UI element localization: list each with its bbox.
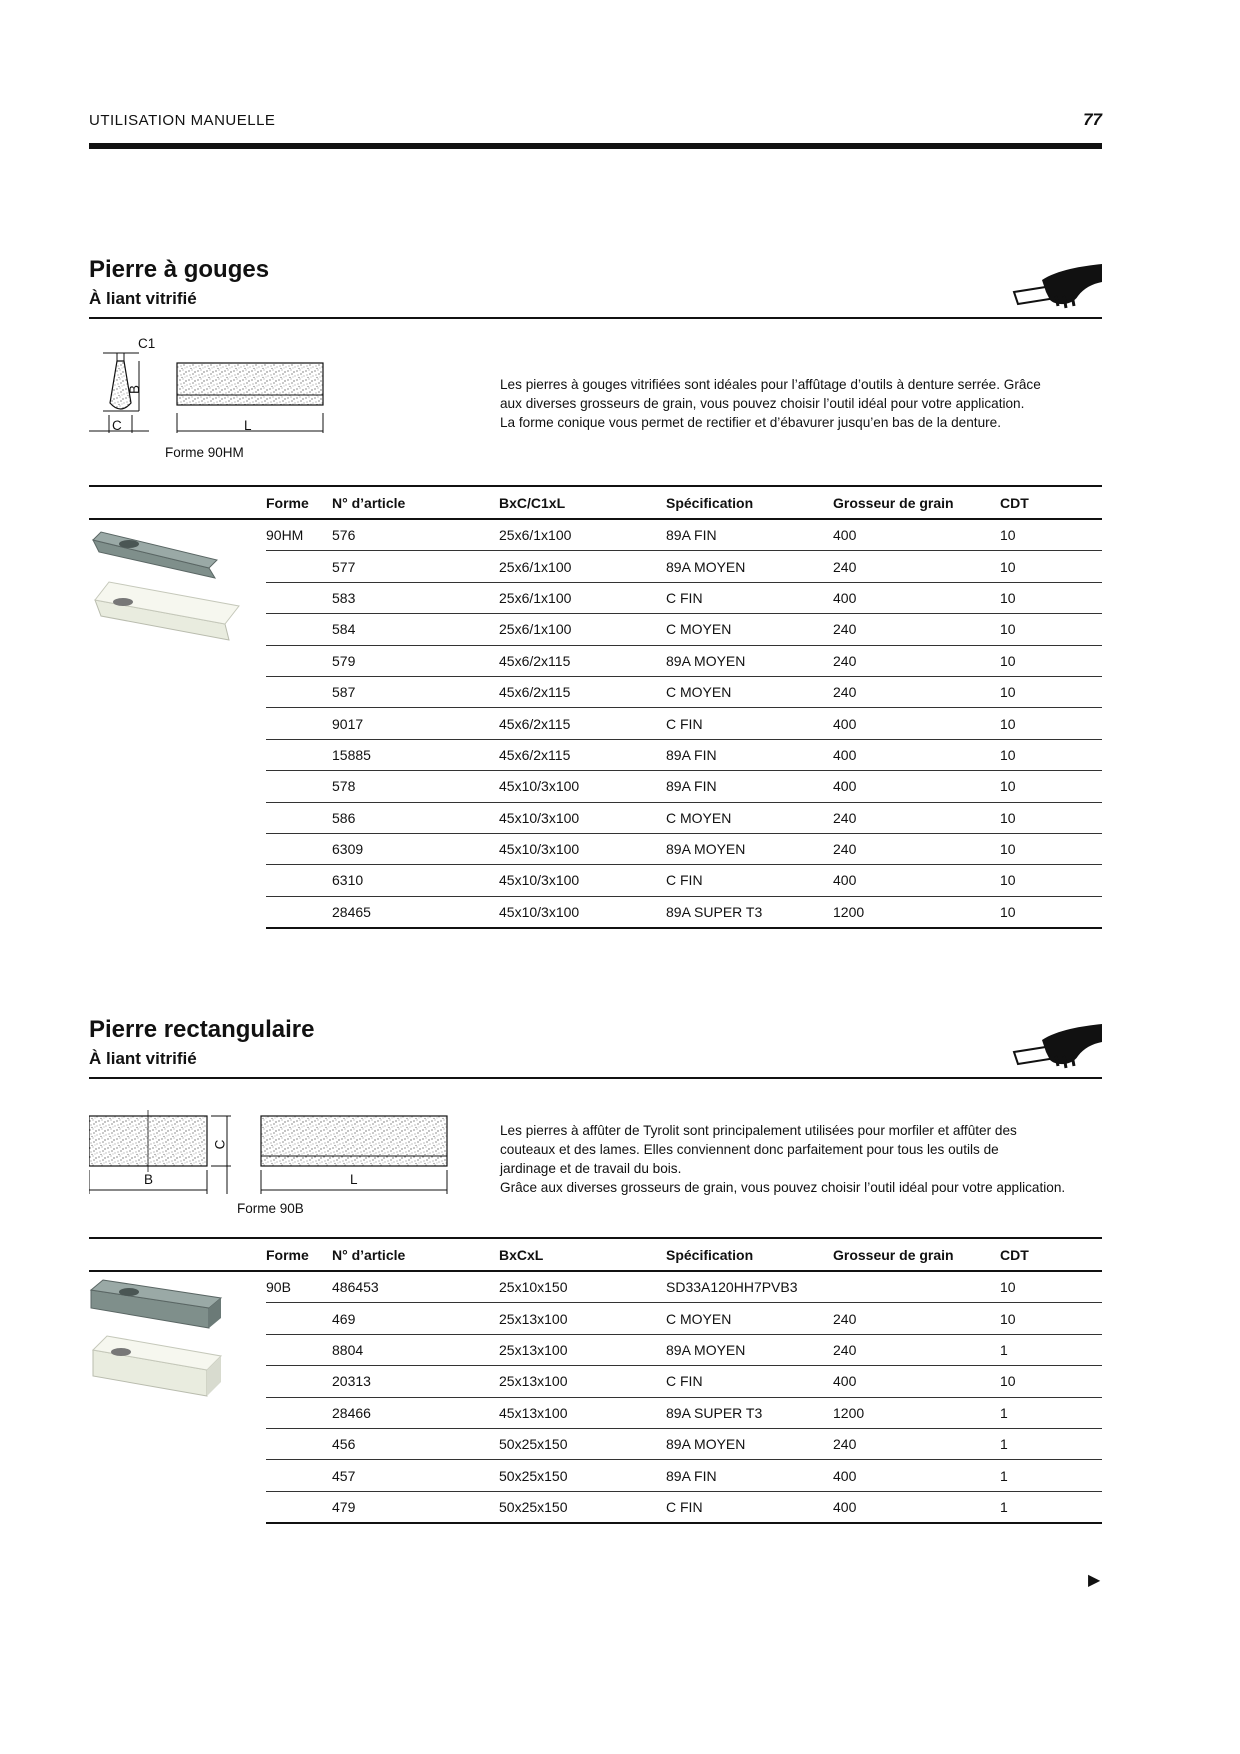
cell-cdt: 10: [1000, 739, 1102, 770]
cell-grain: 400: [833, 1460, 1000, 1491]
cell-cdt: 10: [1000, 833, 1102, 864]
col-header: CDT: [1000, 486, 1102, 519]
cell-grain: 1200: [833, 1397, 1000, 1428]
cell-article: 584: [332, 614, 499, 645]
cell-article: 583: [332, 582, 499, 613]
cell-forme: [266, 1397, 332, 1428]
table-row: [89, 1271, 1102, 1303]
cell-grain: 400: [833, 1491, 1000, 1523]
cell-specification: C MOYEN: [666, 1303, 833, 1334]
cell-cdt: 1: [1000, 1334, 1102, 1365]
cell-cdt: 10: [1000, 771, 1102, 802]
cell-specification: C FIN: [666, 865, 833, 896]
cell-cdt: 10: [1000, 645, 1102, 676]
cell-forme: [266, 1460, 332, 1491]
image-column-header: [89, 486, 266, 519]
cell-article: 579: [332, 645, 499, 676]
hand-holding-stone-icon: [1012, 262, 1104, 312]
cell-article: 6309: [332, 833, 499, 864]
description-line: Les pierres à affûter de Tyrolit sont principalement utilisées pour morfiler et affûter des: [500, 1123, 1017, 1138]
product-image-cell: [89, 1271, 266, 1523]
cell-specification: C FIN: [666, 582, 833, 613]
cell-cdt: 10: [1000, 551, 1102, 582]
section-rule: [89, 317, 1102, 319]
description-line: jardinage et de travail du bois.: [500, 1161, 682, 1176]
section-description: [500, 1121, 1100, 1197]
cell-specification: 89A FIN: [666, 771, 833, 802]
col-header: Spécification: [666, 1238, 833, 1271]
cell-cdt: 10: [1000, 519, 1102, 551]
col-header: Forme: [266, 1238, 332, 1271]
cell-forme: 90B: [266, 1271, 332, 1303]
diagram-label-c: C: [212, 1139, 228, 1150]
cell-grain: 400: [833, 519, 1000, 551]
cell-forme: [266, 1428, 332, 1459]
cell-forme: [266, 802, 332, 833]
cell-article: 20313: [332, 1366, 499, 1397]
description-line: aux diverses grosseurs de grain, vous pouvez choisir l’outil idéal pour votre application.: [500, 396, 1025, 411]
cell-grain: 240: [833, 614, 1000, 645]
cell-dimensions: 45x6/2x115: [499, 645, 666, 676]
cell-grain: [833, 1271, 1000, 1303]
cell-specification: C MOYEN: [666, 676, 833, 707]
cell-grain: 240: [833, 802, 1000, 833]
cell-grain: 400: [833, 865, 1000, 896]
product-table-gouges: [89, 485, 1102, 929]
cell-cdt: 10: [1000, 582, 1102, 613]
cell-specification: 89A SUPER T3: [666, 1397, 833, 1428]
cell-grain: 400: [833, 739, 1000, 770]
col-header: N° d’article: [332, 1238, 499, 1271]
cell-dimensions: 25x6/1x100: [499, 582, 666, 613]
cell-article: 578: [332, 771, 499, 802]
cell-dimensions: 25x6/1x100: [499, 614, 666, 645]
description-line: Grâce aux diverses grosseurs de grain, vous pouvez choisir l’outil idéal pour votre application.: [500, 1180, 1066, 1195]
col-header: Forme: [266, 486, 332, 519]
cell-dimensions: 50x25x150: [499, 1428, 666, 1459]
cell-dimensions: 25x6/1x100: [499, 551, 666, 582]
col-header: Spécification: [666, 486, 833, 519]
description-line: couteaux et des lames. Elles conviennent donc parfaitement pour tous les outils de: [500, 1142, 999, 1157]
cell-forme: [266, 739, 332, 770]
diagram-label-l: L: [244, 418, 252, 433]
cell-article: 9017: [332, 708, 499, 739]
cell-specification: 89A MOYEN: [666, 833, 833, 864]
section-title-rectangulaire: Pierre rectangulaire: [89, 1016, 315, 1043]
col-header: BxC/C1xL: [499, 486, 666, 519]
cell-grain: 240: [833, 1334, 1000, 1365]
product-table-rectangulaire: [89, 1237, 1102, 1524]
cell-dimensions: 50x25x150: [499, 1491, 666, 1523]
image-column-header: [89, 1238, 266, 1271]
cell-cdt: 1: [1000, 1397, 1102, 1428]
page-number: 77: [1083, 110, 1102, 129]
cell-dimensions: 25x13x100: [499, 1303, 666, 1334]
cell-article: 8804: [332, 1334, 499, 1365]
cell-forme: [266, 865, 332, 896]
diagram-label-c: C: [112, 418, 122, 433]
cell-article: 469: [332, 1303, 499, 1334]
cell-dimensions: 25x13x100: [499, 1334, 666, 1365]
cell-specification: 89A MOYEN: [666, 1334, 833, 1365]
cell-article: 586: [332, 802, 499, 833]
cell-cdt: 10: [1000, 865, 1102, 896]
table-header-row: [89, 486, 1102, 519]
cell-forme: [266, 833, 332, 864]
cell-forme: [266, 896, 332, 928]
cell-dimensions: 45x6/2x115: [499, 676, 666, 707]
cell-grain: 400: [833, 771, 1000, 802]
section-subtitle-rectangulaire: À liant vitrifié: [89, 1049, 197, 1068]
cell-cdt: 10: [1000, 1271, 1102, 1303]
product-photo-stones: [89, 520, 249, 650]
description-line: La forme conique vous permet de rectifier et d’ébavurer jusqu’en bas de la denture.: [500, 415, 1001, 430]
cell-article: 456: [332, 1428, 499, 1459]
cell-specification: C MOYEN: [666, 614, 833, 645]
cell-forme: 90HM: [266, 519, 332, 551]
diagram-90hm: [89, 333, 339, 433]
hand-holding-stone-icon: [1012, 1022, 1104, 1072]
cell-dimensions: 25x10x150: [499, 1271, 666, 1303]
diagram-caption: Forme 90B: [237, 1201, 304, 1216]
product-photo-stones: [89, 1272, 249, 1402]
col-header: BxCxL: [499, 1238, 666, 1271]
cell-cdt: 10: [1000, 802, 1102, 833]
cell-cdt: 1: [1000, 1460, 1102, 1491]
cell-cdt: 10: [1000, 614, 1102, 645]
cell-grain: 240: [833, 645, 1000, 676]
cell-grain: 240: [833, 1428, 1000, 1459]
cell-cdt: 10: [1000, 1366, 1102, 1397]
cell-cdt: 10: [1000, 708, 1102, 739]
cell-forme: [266, 551, 332, 582]
cell-cdt: 10: [1000, 1303, 1102, 1334]
diagram-label-b: B: [144, 1172, 154, 1187]
cell-forme: [266, 771, 332, 802]
col-header: N° d’article: [332, 486, 499, 519]
col-header: Grosseur de grain: [833, 486, 1000, 519]
col-header: CDT: [1000, 1238, 1102, 1271]
diagram-label-c1: C1: [138, 336, 156, 351]
cell-grain: 240: [833, 1303, 1000, 1334]
cell-grain: 400: [833, 1366, 1000, 1397]
diagram-caption: Forme 90HM: [165, 445, 244, 460]
cell-dimensions: 50x25x150: [499, 1460, 666, 1491]
cell-grain: 400: [833, 708, 1000, 739]
cell-article: 587: [332, 676, 499, 707]
description-line: Les pierres à gouges vitrifiées sont idéales pour l’affûtage d’outils à denture serrée. Grâce: [500, 377, 1041, 392]
cell-forme: [266, 1334, 332, 1365]
cell-article: 479: [332, 1491, 499, 1523]
header-rule: [89, 143, 1102, 149]
cell-specification: C FIN: [666, 1491, 833, 1523]
cell-grain: 400: [833, 582, 1000, 613]
cell-grain: 240: [833, 676, 1000, 707]
diagram-label-b: B: [127, 384, 143, 395]
diagram-label-l: L: [350, 1172, 358, 1187]
cell-specification: 89A MOYEN: [666, 645, 833, 676]
cell-grain: 240: [833, 551, 1000, 582]
cell-forme: [266, 708, 332, 739]
cell-specification: C MOYEN: [666, 802, 833, 833]
cell-article: 6310: [332, 865, 499, 896]
cell-article: 457: [332, 1460, 499, 1491]
cell-forme: [266, 582, 332, 613]
cell-specification: 89A MOYEN: [666, 1428, 833, 1459]
cell-article: 577: [332, 551, 499, 582]
cell-cdt: 1: [1000, 1428, 1102, 1459]
running-header: UTILISATION MANUELLE: [89, 112, 276, 129]
cell-specification: 89A FIN: [666, 519, 833, 551]
section-description: [500, 375, 1100, 432]
cell-dimensions: 45x10/3x100: [499, 802, 666, 833]
cell-dimensions: 45x10/3x100: [499, 896, 666, 928]
table-row: [89, 519, 1102, 551]
cell-specification: SD33A120HH7PVB3: [666, 1271, 833, 1303]
cell-dimensions: 25x13x100: [499, 1366, 666, 1397]
section-subtitle-gouges: À liant vitrifié: [89, 289, 197, 308]
cell-article: 576: [332, 519, 499, 551]
col-header: Grosseur de grain: [833, 1238, 1000, 1271]
cell-article: 28466: [332, 1397, 499, 1428]
cell-specification: 89A SUPER T3: [666, 896, 833, 928]
cell-grain: 240: [833, 833, 1000, 864]
cell-specification: C FIN: [666, 1366, 833, 1397]
cell-dimensions: 45x10/3x100: [499, 771, 666, 802]
cell-grain: 1200: [833, 896, 1000, 928]
cell-forme: [266, 676, 332, 707]
cell-article: 486453: [332, 1271, 499, 1303]
section-title-gouges: Pierre à gouges: [89, 256, 270, 283]
cell-forme: [266, 614, 332, 645]
cell-cdt: 10: [1000, 676, 1102, 707]
cell-specification: C FIN: [666, 708, 833, 739]
cell-forme: [266, 1366, 332, 1397]
section-rule: [89, 1077, 1102, 1079]
cell-specification: 89A MOYEN: [666, 551, 833, 582]
cell-dimensions: 45x6/2x115: [499, 739, 666, 770]
cell-dimensions: 45x13x100: [499, 1397, 666, 1428]
product-image-cell: [89, 519, 266, 928]
cell-cdt: 10: [1000, 896, 1102, 928]
cell-specification: 89A FIN: [666, 739, 833, 770]
table-header-row: [89, 1238, 1102, 1271]
cell-forme: [266, 645, 332, 676]
cell-forme: [266, 1303, 332, 1334]
cell-dimensions: 25x6/1x100: [499, 519, 666, 551]
cell-article: 28465: [332, 896, 499, 928]
cell-forme: [266, 1491, 332, 1523]
next-page-arrow-icon[interactable]: ▶: [1088, 1572, 1101, 1589]
cell-cdt: 1: [1000, 1491, 1102, 1523]
cell-dimensions: 45x6/2x115: [499, 708, 666, 739]
cell-dimensions: 45x10/3x100: [499, 833, 666, 864]
cell-dimensions: 45x10/3x100: [499, 865, 666, 896]
cell-specification: 89A FIN: [666, 1460, 833, 1491]
cell-article: 15885: [332, 739, 499, 770]
